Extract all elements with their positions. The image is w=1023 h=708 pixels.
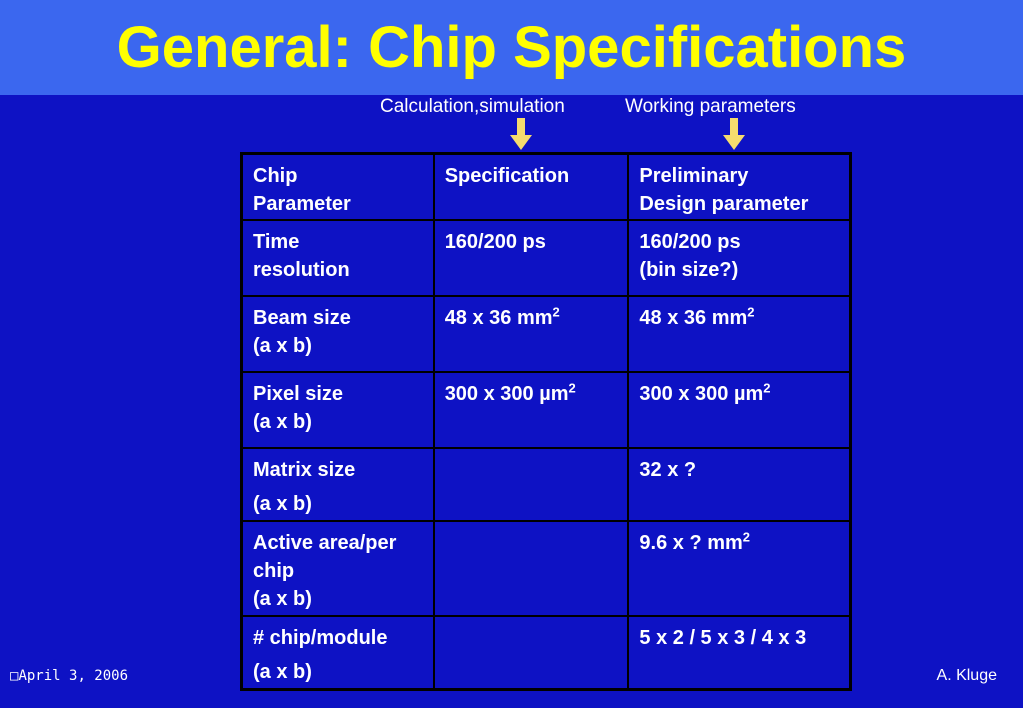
chip-module-spec <box>434 616 629 690</box>
pixel-size-design: 300 x 300 µm$^2$ <box>628 372 850 448</box>
beam-size-spec: 48 x 36 $mm^2$ <box>434 296 629 372</box>
header-specification: Specification <box>434 154 629 220</box>
down-arrow-icon <box>510 118 532 150</box>
footer-date <box>10 668 128 684</box>
active-area-design: 9.6 x ? $mm^2$ <box>628 521 850 616</box>
down-arrow-icon <box>723 118 745 150</box>
matrix-size-spec <box>434 448 629 521</box>
table-row <box>242 521 851 616</box>
matrix-size-param: Matrix size (a x b) <box>242 448 434 521</box>
title-bar <box>0 0 1023 95</box>
footer-author: A. Kluge <box>936 667 997 684</box>
table-row <box>242 220 851 296</box>
active-area-param: Active area/per chip (a x b) <box>242 521 434 616</box>
time-resolution-spec: 160/200 ps <box>434 220 629 296</box>
beam-size-param: Beam size (a x b) <box>242 296 434 372</box>
chip-module-design: 5 x 2 / 5 x 3 / 4 x 3 <box>628 616 850 690</box>
table-header-row <box>242 154 851 220</box>
matrix-size-design: 32 x ? <box>628 448 850 521</box>
footer-date-text: April 3, 2006 <box>18 668 129 684</box>
time-resolution-design: 160/200 ps (bin size?) <box>628 220 850 296</box>
table-row <box>242 616 851 690</box>
table-row <box>242 372 851 448</box>
pixel-size-spec: 300 x 300 µm$^2$ <box>434 372 629 448</box>
slide-title: General: Chip Specifications <box>116 15 907 80</box>
chip-module-param: # chip/module (a x b) <box>242 616 434 690</box>
working-parameters-note: Working parameters <box>625 96 796 117</box>
chip-spec-table <box>240 152 852 691</box>
pixel-size-param: Pixel size (a x b) <box>242 372 434 448</box>
table-row <box>242 296 851 372</box>
footer-date-prefix: □ <box>10 668 19 684</box>
calculation-simulation-note: Calculation,simulation <box>380 96 565 117</box>
time-resolution-param: Time resolution <box>242 220 434 296</box>
beam-size-design: 48 x 36 $mm^2$ <box>628 296 850 372</box>
active-area-spec <box>434 521 629 616</box>
header-chip-parameter: Chip Parameter <box>242 154 434 220</box>
table-row <box>242 448 851 521</box>
header-preliminary-design: Preliminary Design parameter <box>628 154 850 220</box>
